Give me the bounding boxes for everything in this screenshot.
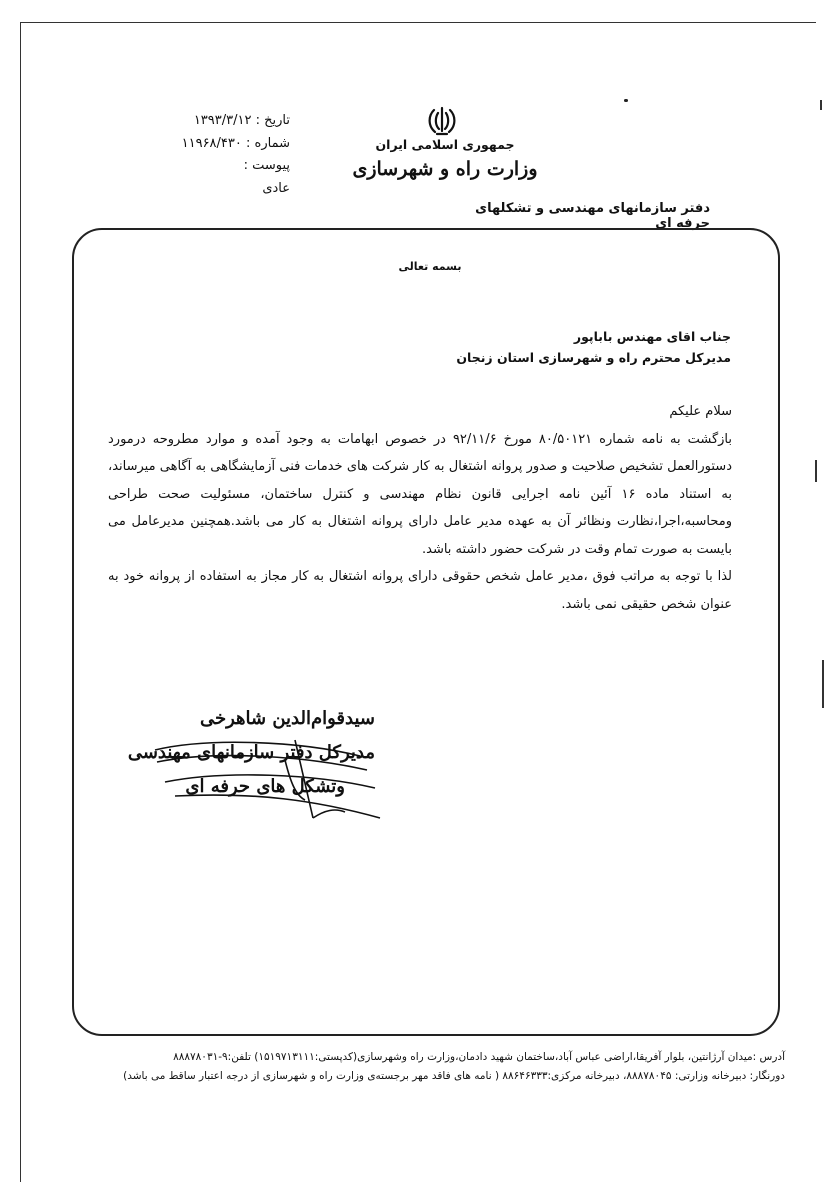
- signer-name: سیدقوام‌الدین شاهرخی: [199, 708, 375, 729]
- greeting: سلام علیکم: [669, 404, 732, 419]
- number-row: [160, 133, 290, 156]
- number-label: شماره :: [246, 135, 290, 151]
- handwritten-signature-scribble: [145, 700, 385, 830]
- edge-mark: [815, 460, 817, 482]
- ministry-title: وزارت راه و شهرسازی: [352, 158, 538, 180]
- attachment-row: [160, 155, 290, 178]
- bismillah: بسمه تعالی: [398, 260, 462, 273]
- number-value: ۱۱۹۶۸/۴۳۰: [181, 135, 242, 151]
- letter-footer: [50, 1048, 785, 1086]
- footer-address: آدرس :میدان آرژانتین، بلوار آفریقا،اراضی عباس آباد،ساختمان شهید دادمان،وزارت راه وشهرسازی(کدپستی:۱۵۱۹۷۱۳۱۱۱) تلفن:۹-۸۸۸۷۸۰۳۱: [173, 1051, 785, 1063]
- signer-title-line-1: مدیرکل دفتر سازمانهای مهندسی: [127, 742, 375, 763]
- letter-meta: [160, 110, 290, 200]
- republic-title: جمهوری اسلامی ایران: [375, 137, 515, 152]
- recipient-title: مدیرکل محترم راه و شهرسازی استان زنجان: [456, 350, 731, 365]
- date-row: [160, 110, 290, 133]
- paragraph-2: لذا با توجه به مراتب فوق ،مدیر عامل شخص حقوقی دارای پروانه اشتغال به کار مجاز به استفاده از پروانه خود به عنوان شخص حقیقی نمی باشد.: [108, 569, 732, 612]
- office-title: دفتر سازمانهای مهندسی و تشکلهای حرفه ای: [475, 201, 710, 231]
- classification: عادی: [262, 180, 290, 196]
- edge-mark: [822, 660, 824, 708]
- letter-text: [108, 398, 732, 618]
- footer-fax: دورنگار: دبیرخانه وزارتی: ۸۸۸۷۸۰۴۵، دبیرخانه مرکزی:۸۸۶۴۶۳۳۳ ( نامه های فاقد مهر برجسته‌ی وزارت راه و شهرسازی از درجه اعتبار ساقط می باشد): [123, 1070, 785, 1082]
- signer-title-line-2: وتشکل های حرفه ای: [185, 776, 345, 797]
- date-label: تاریخ :: [255, 113, 290, 128]
- iran-emblem-icon: [425, 104, 459, 138]
- scan-speck: [624, 99, 628, 102]
- date-value: ۱۳۹۳/۳/۱۲: [193, 113, 252, 128]
- edge-mark: [820, 100, 822, 110]
- recipient-block: [311, 326, 731, 368]
- attachment-label: پیوست :: [243, 158, 290, 173]
- paragraph-1: بازگشت به نامه شماره ۸۰/۵۰۱۲۱ مورخ ۹۲/۱۱/۶ در خصوص ابهامات به وجود آمده و موارد مطروحه درمورد دستورالعمل تشخیص صلاحیت و صدور پروانه اشتغال به کار شرکت های خدمات فنی آزمایشگاهی به آگاهی میرساند، به استناد ماده ۱۶ آئین نامه اجرایی قانون نظام مهندسی و کنترل ساختمان، مسئولیت صحت طراحی ومحاسبه،اجرا،نظارت ونظائر آن به عهده مدیر عامل دارای پروانه اشتغال به کار می باشد.همچنین مدیرعامل می بایست به صورت تمام وقت در شرکت حضور داشته باشد.: [108, 431, 732, 557]
- recipient-name: جناب اقای مهندس باباپور: [573, 329, 731, 344]
- signature-block: [127, 700, 385, 830]
